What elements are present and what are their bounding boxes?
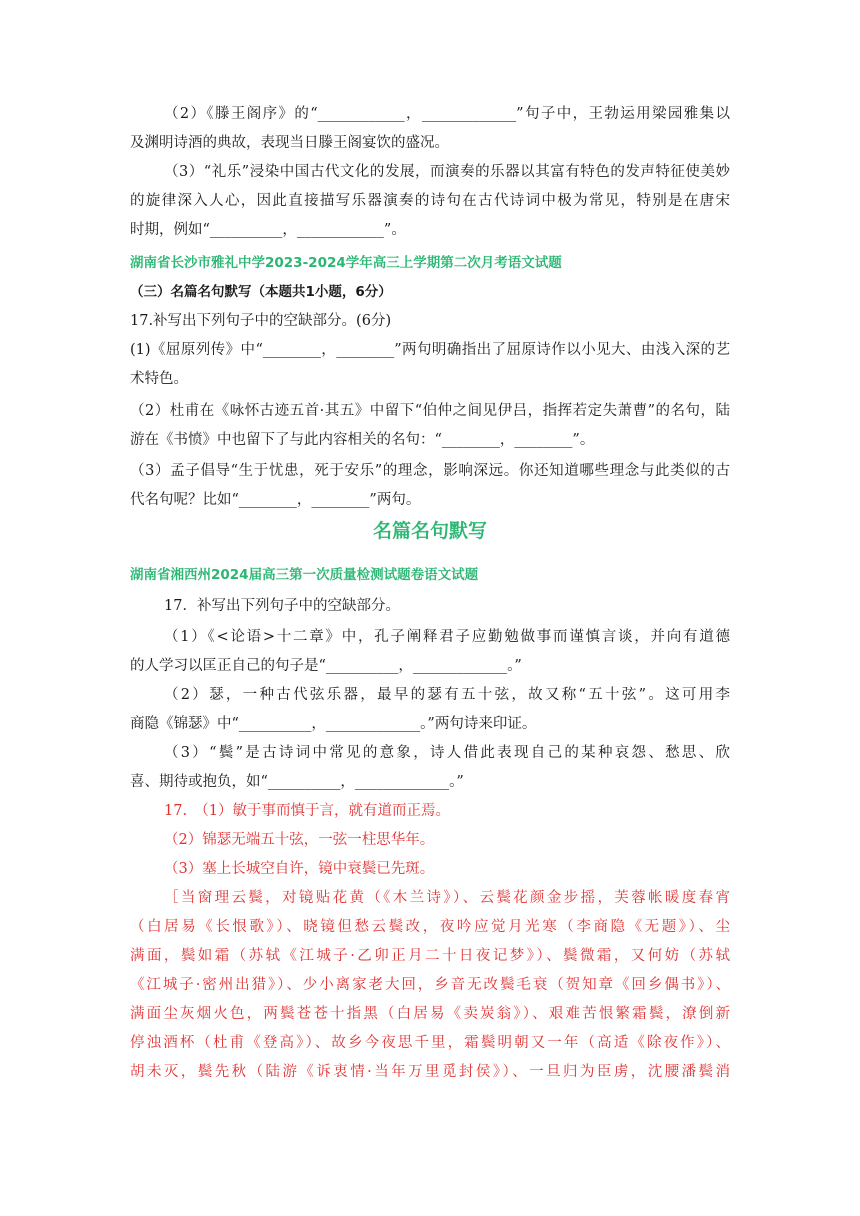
- question-2-line-2: 及渊明诗酒的典故，表现当日滕王阁宴饮的盛况。: [130, 135, 449, 151]
- section-title: （三）名篇名句默写（本题共1小题，6分）: [130, 284, 392, 300]
- answer-17-3: （3）塞上长城空自许，镜中衰鬓已先斑。: [164, 861, 435, 877]
- answer-extra-line-1: ［当窗理云鬓，对镜贴花黄（《木兰诗》）、云鬓花颜金步摇，芙蓉帐暖度春宵: [164, 890, 730, 906]
- section-heading: 名篇名句默写: [372, 520, 487, 542]
- exam-source-title: 湖南省长沙市雅礼中学2023-2024学年高三上学期第二次月考语文试题: [130, 255, 562, 271]
- question-17-1-line-2: 术特色。: [130, 371, 188, 387]
- question-17-2-line-2: 游在《书愤》中也留下了与此内容相关的名句：“________，________”。: [130, 432, 595, 448]
- answer-extra-line-2: （白居易《长恨歌》）、晓镜但愁云鬓改，夜吟应觉月光寒（李商隐《无题》）、尘: [130, 919, 730, 935]
- answer-17-1: 17. （1）敏于事而慎于言，就有道而正焉。: [164, 803, 451, 819]
- answer-17-2: （2）锦瑟无端五十弦，一弦一柱思华年。: [164, 832, 435, 848]
- answer-extra-line-5: 满面尘灰烟火色，两鬓苍苍十指黑（白居易《卖炭翁》）、艰难苦恨繁霜鬓，潦倒新: [130, 1006, 730, 1022]
- question-17-2-line-1: （2）杜甫在《咏怀古迹五首·其五》中留下“伯仲之间见伊吕，指挥若定失萧曹”的名句，陆: [130, 403, 730, 419]
- question-17-stem: 17.补写出下列句子中的空缺部分。(6分): [130, 313, 392, 329]
- answer-extra-line-6: 停浊酒杯（杜甫《登高》）、故乡今夜思千里，霜鬓明朝又一年（高适《除夜作》）、: [130, 1035, 730, 1051]
- answer-extra-line-7: 胡未灭，鬓先秋（陆游《诉衷情·当年万里觅封侯》）、一旦归为臣虏，沈腰潘鬓消: [130, 1064, 730, 1080]
- question-3-line-2: 的旋律深入人心，因此直接描写乐器演奏的诗句在古代诗词中极为常见，特别是在唐宋: [130, 193, 730, 209]
- question-17-1-line-2-b: 的人学习以匡正自己的句子是“__________，_____________。”: [130, 658, 522, 674]
- exam-source-title-2: 湖南省湘西州2024届高三第一次质量检测试题卷语文试题: [130, 567, 479, 583]
- question-17-3-line-1: （3）孟子倡导“生于忧患，死于安乐”的理念，影响深远。你还知道哪些理念与此类似的古: [130, 463, 730, 479]
- question-17-2-line-2-b: 商隐《锦瑟》中“__________，_____________。”两句诗来印证。: [130, 716, 537, 732]
- question-17-3-line-1-b: （3）“鬓”是古诗词中常见的意象，诗人借此表现自己的某种哀怨、愁思、欣: [164, 745, 730, 761]
- answer-extra-line-3: 满面，鬓如霜（苏轼《江城子·乙卯正月二十日夜记梦》）、鬓微霜，又何妨（苏轼: [130, 948, 730, 964]
- question-17-1-line-1: (1)《屈原列传》中“________，________”两句明确指出了屈原诗作以小见大、由浅入深的艺: [130, 342, 730, 358]
- question-3-line-3: 时期，例如“__________，____________”。: [130, 222, 406, 238]
- answer-extra-line-4: 《江城子·密州出猎》）、少小离家老大回，乡音无改鬓毛衰（贺知章《回乡偶书》）、: [130, 977, 730, 993]
- question-17-3-line-2: 代名句呢？比如“________，________”两句。: [130, 492, 421, 508]
- question-17-1-line-1-b: （1）《<论语>十二章》中，孔子阐释君子应勤勉做事而谨慎言谈，并向有道德: [164, 629, 730, 645]
- question-2-line-1: （2）《滕王阁序》的“____________，_____________”句子中，王勃运用梁园雅集以: [164, 106, 730, 122]
- question-17-3-line-2-b: 喜、期待或抱负，如“__________，_____________。”: [130, 774, 464, 790]
- question-17-stem-2: 17．补写出下列句子中的空缺部分。: [164, 598, 400, 614]
- question-3-line-1: （3）“礼乐”浸染中国古代文化的发展，而演奏的乐器以其富有特色的发声特征使美妙: [164, 164, 730, 180]
- question-17-2-line-1-b: （2）瑟，一种古代弦乐器，最早的瑟有五十弦，故又称“五十弦”。这可用李: [164, 687, 730, 703]
